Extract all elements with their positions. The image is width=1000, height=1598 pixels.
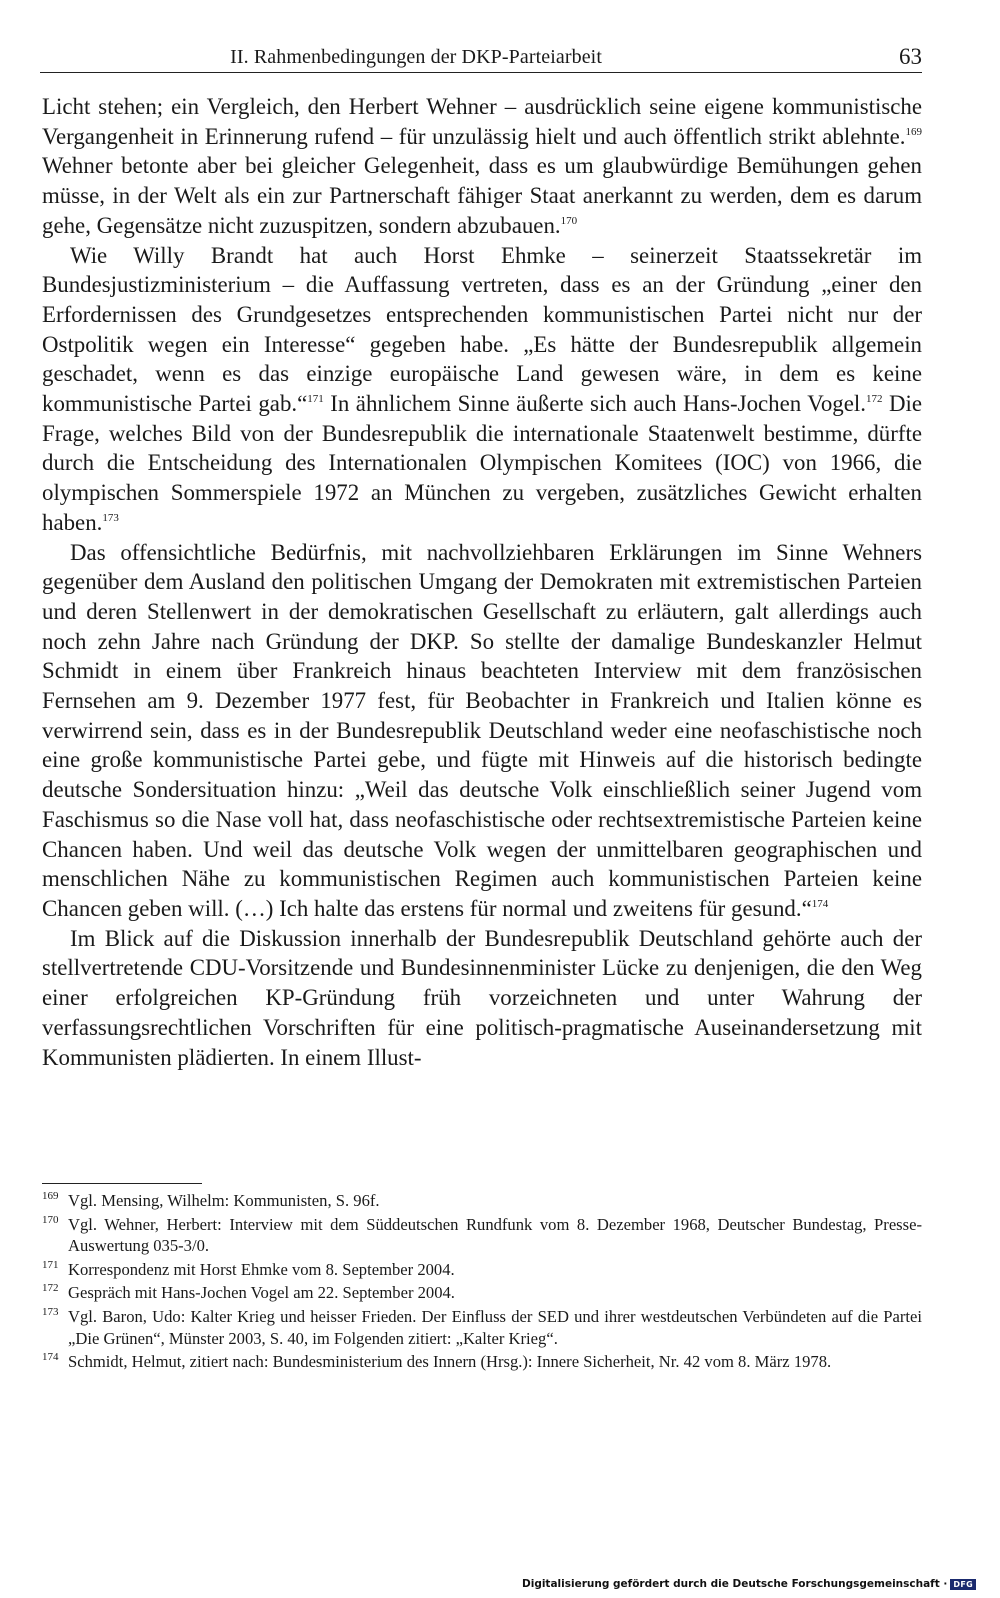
paragraph [42, 241, 922, 538]
page-number: 63 [899, 44, 922, 69]
footnote-number: 169 [42, 1190, 59, 1202]
footnote [42, 1190, 922, 1212]
main-text [42, 92, 922, 1072]
paragraph-text: Das offensichtliche Bedürfnis, mit nachvollziehbaren Erklärungen im Sinne Wehners gegenüber dem Ausland den politischen Umgang der Demokraten mit extremistischen Parteien und deren Stellenwert in der demokratischen Gesellschaft zu erläutern, galt allerdings auch noch zehn Jahre nach Gründung der DKP. So stellte der damalige Bundeskanzler Helmut Schmidt in einem über Frankreich hinaus beachteten Interview mit dem französischen Fernsehen am 9. Dezember 1977 fest, für Beobachter in Frankreich und Italien könne es verwirrend sein, dass es in der Bundesrepublik Deutschland weder eine neofaschistische noch eine große kommunistische Partei gebe, und fügte mit Hinweis auf die historisch bedingte deutsche Sondersituation hinzu: „Weil das deutsche Volk einschließlich seiner Jugend vom Faschismus so die Nase voll hat, dass neofaschistische oder rechtsextremistische Parteien keine Chancen haben. Und weil das deutsche Volk wegen der unmittelbaren geographischen und menschlichen Nähe zu kommunistischen Regimen auch kommunistischen Parteien keine Chancen geben will. (…) Ich halte das erstens für normal und zweitens für gesund.“ [42, 539, 922, 921]
footnote-reference[interactable]: 169 [905, 125, 922, 138]
footnotes-section [42, 1190, 922, 1375]
footnote-reference[interactable]: 174 [811, 897, 829, 910]
paragraph-text: Wie Willy Brandt hat auch Horst Ehmke – seinerzeit Staatssekretär im Bundesjustizministerium – die Auffassung vertreten, dass es an der Gründung „einer den Erfordernissen des Grundgesetzes entsprechenden kommunistischen Partei nicht nur der Ostpolitik wegen ein Interesse“ gegeben habe. „Es hätte der Bundesrepublik allgemein geschadet, wenn es das einzige europäische Land gewesen wäre, in dem es keine kommunistische Partei gab.“ [42, 242, 922, 417]
footnote [42, 1214, 922, 1257]
footnote-number: 171 [42, 1258, 59, 1271]
footnote [42, 1306, 922, 1349]
dfg-logo: DFG [950, 1579, 976, 1590]
footnote-text: Schmidt, Helmut, zitiert nach: Bundesministerium des Innern (Hrsg.): Innere Sicherheit, Nr. 42 vom 8. März 1978. [68, 1352, 832, 1372]
footnote-text: Vgl. Wehner, Herbert: Interview mit dem Süddeutschen Rundfunk vom 8. Dezember 1968, Deutscher Bundestag, Presse-Auswertung 035-3/0. [68, 1214, 922, 1256]
footnote-text: Vgl. Mensing, Wilhelm: Kommunisten, S. 96f. [68, 1191, 380, 1210]
footnote-reference[interactable]: 172 [865, 393, 883, 406]
running-header [40, 44, 922, 73]
paragraph-text: Die Frage, welches Bild von der Bundesrepublik die internationale Staatenwelt bestimme, dürfte durch die Entscheidung des Internationalen Olympischen Komitees (IOC) von 1966, die olympischen Sommerspiele 1972 an München zu vergeben, zusätzliches Gewicht erhalten haben. [42, 391, 922, 535]
paragraph-text: In ähnlichem Sinne äußerte sich auch Hans-Jochen Vogel. [323, 391, 866, 417]
footnote-divider [42, 1183, 202, 1184]
footnote-text: Gespräch mit Hans-Jochen Vogel am 22. September 2004. [68, 1283, 455, 1303]
footnote-reference[interactable]: 173 [102, 511, 119, 524]
footnote [42, 1259, 922, 1281]
paragraph [42, 92, 922, 241]
footnote-number: 172 [42, 1282, 59, 1295]
footnote-reference[interactable]: 170 [560, 214, 578, 227]
paragraph-text: Im Blick auf die Diskussion innerhalb der Bundesrepublik Deutschland gehörte auch der stellvertretende CDU-Vorsitzende und Bundesinnenminister Lücke zu denjenigen, die den Weg einer erfolgreichen KP-Gründung früh vorzeichneten und unter Wahrung der verfassungsrechtlichen Vorschriften für eine politisch-pragmatische Auseinandersetzung mit Kommunisten plädierten. In einem Illust- [42, 925, 922, 1070]
footnote-number: 173 [42, 1305, 59, 1318]
footnote [42, 1282, 922, 1304]
paragraph-text: Wehner betonte aber bei gleicher Gelegenheit, dass es um glaubwürdige Bemühungen gehen müsse, in der Welt als ein zur Partnerschaft fähiger Staat anerkannt zu werden, dem es darum gehe, Gegensätze nicht zuzuspitzen, sondern abzubauen. [42, 153, 922, 238]
footnote-reference[interactable]: 171 [307, 393, 324, 406]
footnote-number: 170 [42, 1213, 59, 1226]
footnote-text: Korrespondenz mit Horst Ehmke vom 8. September 2004. [68, 1259, 455, 1279]
chapter-title: II. Rahmenbedingungen der DKP-Parteiarbeit [230, 46, 602, 68]
footnote-number: 174 [42, 1351, 59, 1364]
digitization-footer [522, 1578, 976, 1590]
footnote [42, 1351, 922, 1373]
paragraph [42, 924, 922, 1073]
footnote-text: Vgl. Baron, Udo: Kalter Krieg und heisser Frieden. Der Einfluss der SED und ihrer westdeutschen Verbündeten auf die Partei „Die Grünen“, Münster 2003, S. 40, im Folgenden zitiert: „Kalter Krieg“. [68, 1306, 922, 1348]
paragraph [42, 538, 922, 924]
paragraph-text: Licht stehen; ein Vergleich, den Herbert Wehner – ausdrücklich seine eigene kommunistische Vergangenheit in Erinnerung rufend – für unzulässig hielt und auch öffentlich strikt ablehnte. [42, 94, 922, 149]
funding-note: Digitalisierung gefördert durch die Deutsche Forschungsgemeinschaft · [522, 1578, 948, 1590]
